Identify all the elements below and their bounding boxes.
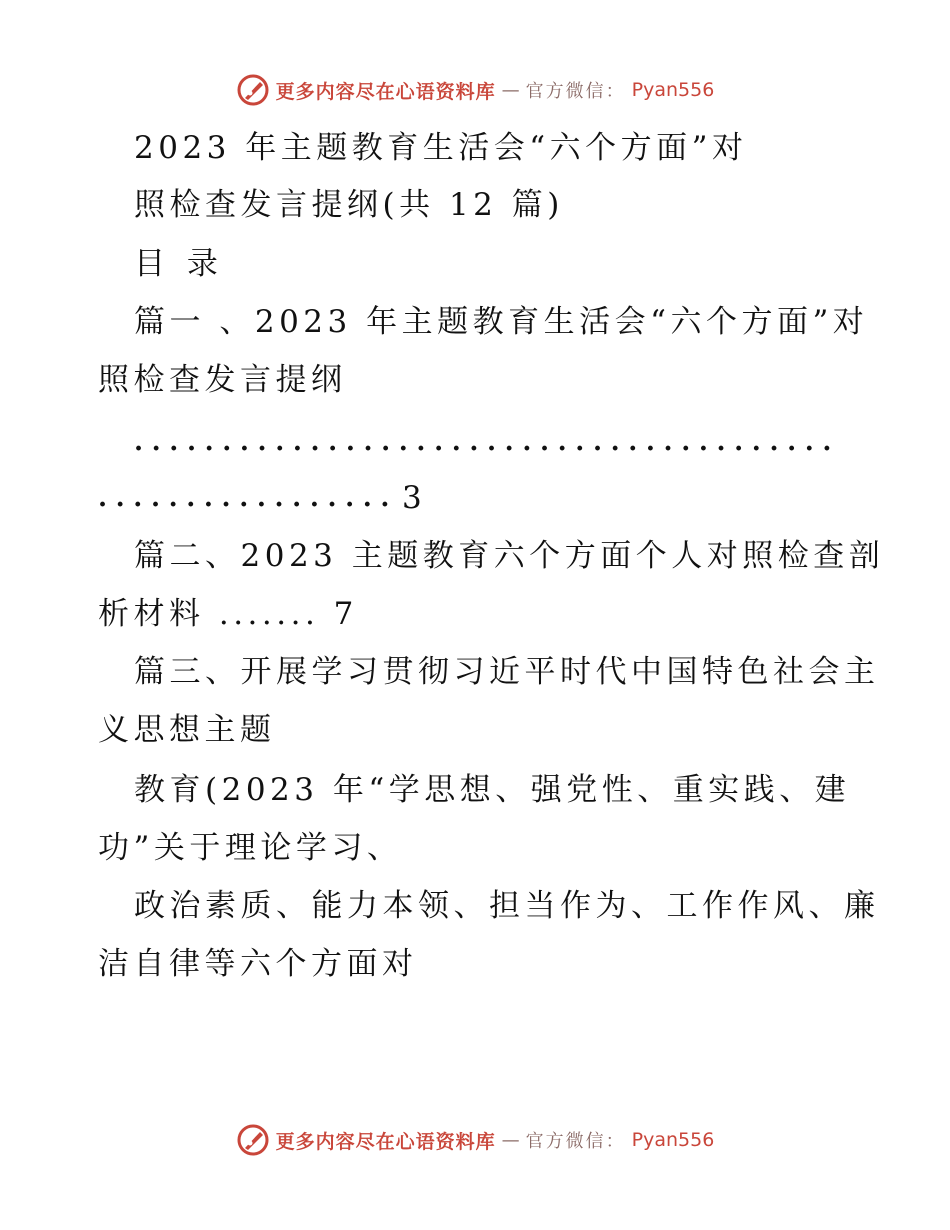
toc-entry-1-line-1[interactable]: 篇一 、2023 年主题教育生活会“六个方面”对 [134,304,869,340]
toc-entry-3-line-5[interactable]: 政治素质、能力本领、担当作为、工作作风、廉 [134,888,880,924]
watermark-wechat-id: Pyan556 [631,79,715,101]
toc-entry-2-line-1[interactable]: 篇二、2023 主题教育六个方面个人对照检查剖 [134,538,885,574]
quill-logo-icon [236,1123,270,1157]
watermark-wechat-label: 官方微信： [525,1131,626,1152]
quill-logo-icon [236,73,270,107]
footer-watermark [0,1120,950,1160]
watermark-text: 更多内容尽在心语资料库 [275,80,496,103]
toc-heading: 目 录 [134,246,224,282]
toc-entry-3-line-6[interactable]: 洁自律等六个方面对 [98,946,418,982]
toc-entry-3-line-3[interactable]: 教育(2023 年“学思想、强党性、重实践、建 [134,772,851,808]
watermark-separator: — [501,79,520,101]
watermark-wechat-label: 官方微信： [525,81,626,102]
watermark-wechat-id: Pyan556 [631,1129,715,1151]
doc-title-line-2: 照检查发言提纲(共 12 篇) [134,187,564,223]
watermark-separator: — [501,1129,520,1151]
toc-entry-3-line-1[interactable]: 篇三、开展学习贯彻习近平时代中国特色社会主 [134,654,880,690]
toc-entry-1-leader-dots-2: ................. [98,483,399,513]
toc-entry-1-leader-dots: ........................................ [134,427,841,457]
header-watermark [0,70,950,110]
toc-entry-2-line-2[interactable]: 析材料 ....... 7 [98,596,358,632]
toc-entry-3-line-2[interactable]: 义思想主题 [98,712,276,748]
toc-entry-1-line-2[interactable]: 照检查发言提纲 [98,362,347,398]
toc-entry-3-line-4[interactable]: 功”关于理论学习、 [98,830,403,866]
watermark-text: 更多内容尽在心语资料库 [275,1130,496,1153]
doc-title-line-1: 2023 年主题教育生活会“六个方面”对 [134,130,748,166]
toc-entry-1-page-number: 3 [402,480,427,516]
